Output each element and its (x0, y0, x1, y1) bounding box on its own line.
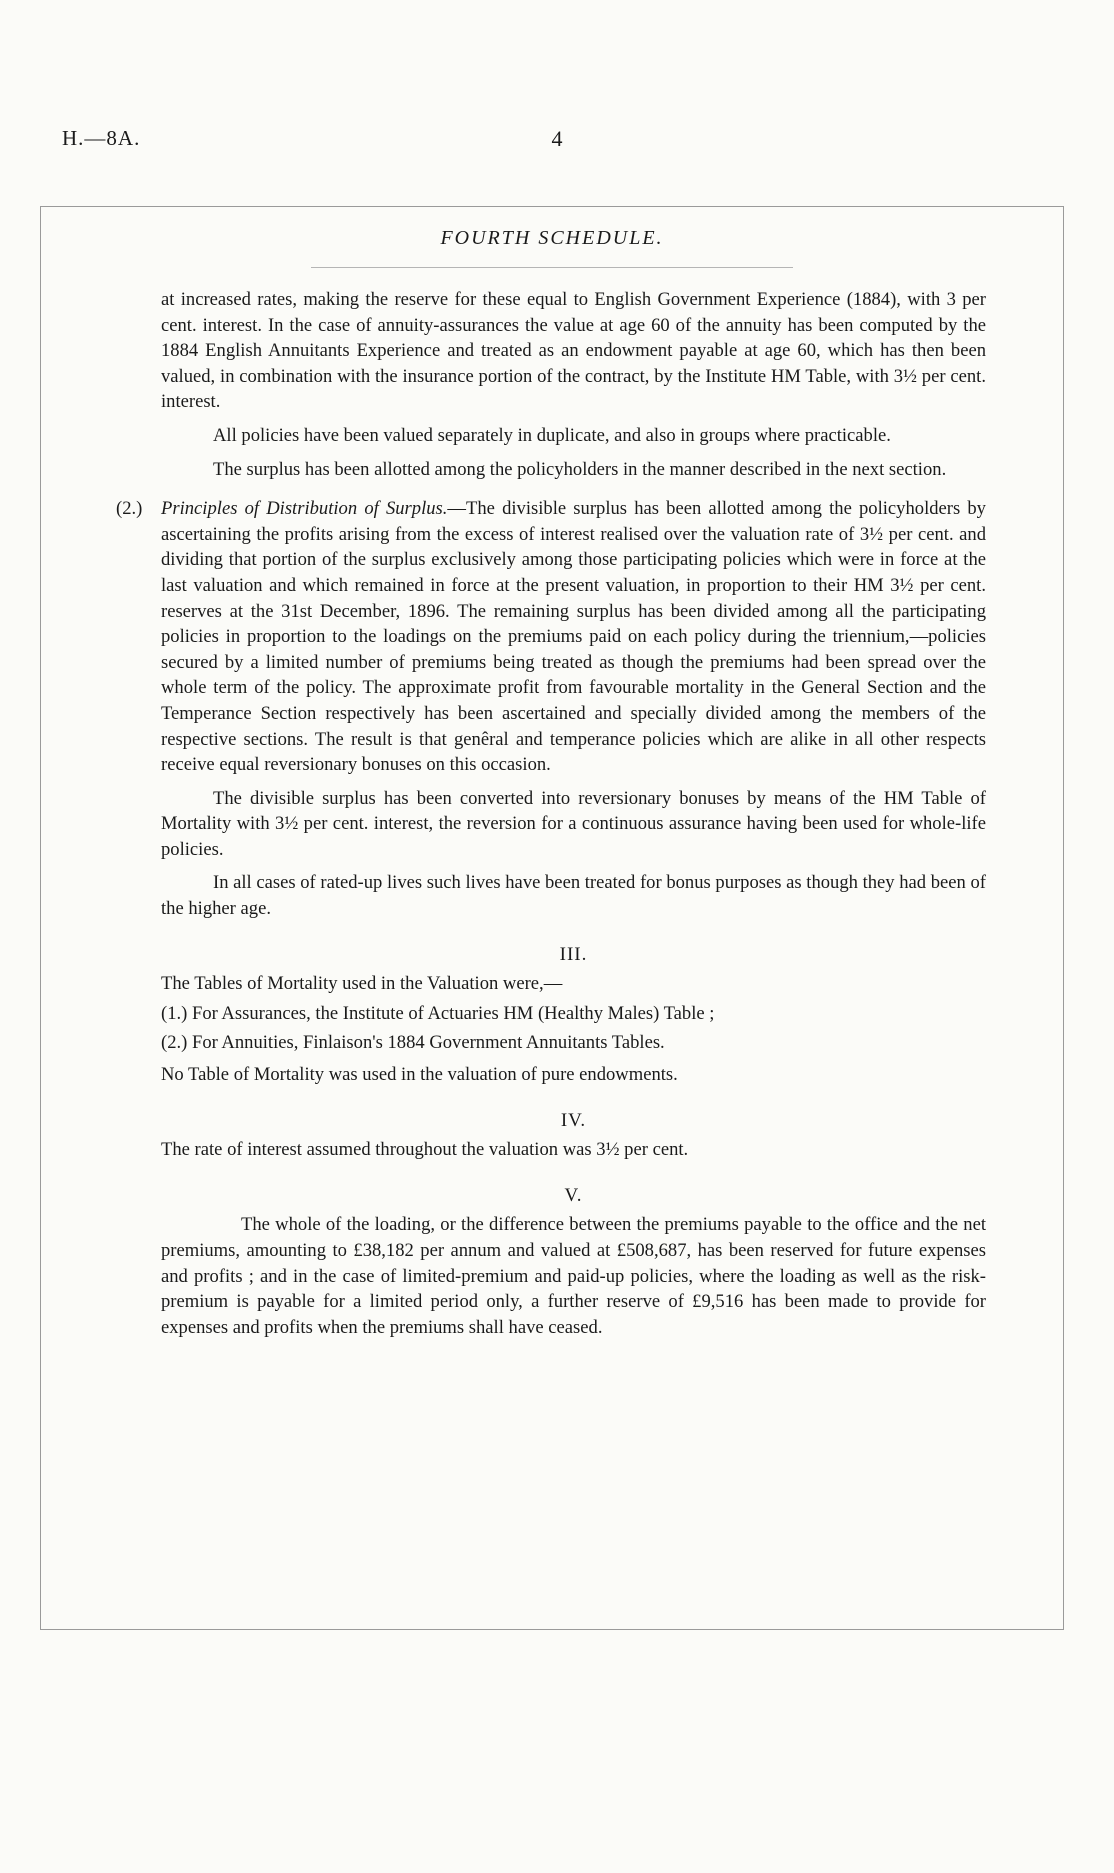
section-3-note: No Table of Mortality was used in the valuation of pure endowments. (161, 1064, 678, 1086)
section-5-mark: V. (564, 1184, 583, 1206)
section-3-mark: III. (559, 943, 588, 965)
bonus-paragraph: The divisible surplus has been converted into reversionary bonuses by means of the HM Table of Mortality with 3½ per cent. interest, the reversion for a continuous assurance having been used for whole-life policies. (161, 787, 986, 860)
policies-paragraph: All policies have been valued separately in duplicate, and also in groups where practicable. (213, 424, 891, 446)
title-divider (311, 267, 793, 268)
section-2-paragraph (116, 496, 986, 778)
section-2-number: (2.) (116, 498, 143, 520)
section-2-heading: Principles of Distribution of Surplus. (161, 498, 448, 520)
section-4-text: The rate of interest assumed throughout the valuation was 3½ per cent. (161, 1139, 689, 1161)
section-3-intro: The Tables of Mortality used in the Valuation were,— (161, 973, 563, 995)
section-2-text: —The divisible surplus has been allotted among the policyholders by ascertaining the profits arising from the excess of interest realised over the valuation rate of 3½ per cent. and dividing that portion of the surplus exclusively among those participating policies which were in force at the last valuation and which remained in force at the present valuation, in proportion to their HM 3½ per cent. reserves at the 31st December, 1896. The remaining surplus has been divided among all the participating policies in proportion to the loadings on the premiums paid on each policy during the triennium,—policies secured by a limited number of premiums being treated as though the premiums had been spread over the whole term of the policy. The approximate profit from favourable mortality in the General Section and the Temperance Section respectively has been ascertained and specially divided among the members of the respective sections. The result is that genêral and temperance policies which are alike in all other respects receive equal reversionary bonuses on this occasion. (161, 498, 986, 776)
surplus-paragraph: The surplus has been allotted among the policyholders in the manner described in the next section. (213, 458, 947, 480)
mortality-table-item: (1.) For Assurances, the Institute of Actuaries HM (Healthy Males) Table ; (161, 1002, 715, 1024)
schedule-body (116, 287, 986, 1340)
rated-lives-paragraph: In all cases of rated-up lives such lives have been treated for bonus purposes as though they had been of the higher age. (161, 872, 986, 920)
running-head (62, 126, 1052, 156)
section-4-mark: IV. (560, 1109, 587, 1131)
document-reference: H.—8A. (62, 126, 141, 150)
mortality-table-item: (2.) For Annuities, Finlaison's 1884 Government Annuitants Tables. (161, 1032, 665, 1054)
schedule-title: FOURTH SCHEDULE. (440, 227, 664, 249)
continuation-paragraph: at increased rates, making the reserve for these equal to English Government Experience (1884), with 3 per cent. interest. In the case of annuity-assurances the value at age 60 of the annuity has been computed by the 1884 English Annuitants Experience and treated as an endowment payable at age 60, which has then been valued, in combination with the insurance portion of the contract, by the Institute HM Table, with 3½ per cent. interest. (161, 289, 986, 413)
page-number: 4 (551, 126, 563, 151)
section-5-text: The whole of the loading, or the difference between the premiums payable to the office and the net premiums, amounting to £38,182 per annum and valued at £508,687, has been reserved for future expenses and profits ; and in the case of limited-premium and paid-up policies, where the loading as well as the risk-premium is payable for a limited period only, a further reserve of £9,516 has been made to provide for expenses and profits when the premiums shall have ceased. (161, 1214, 986, 1338)
schedule-frame (40, 206, 1064, 1630)
